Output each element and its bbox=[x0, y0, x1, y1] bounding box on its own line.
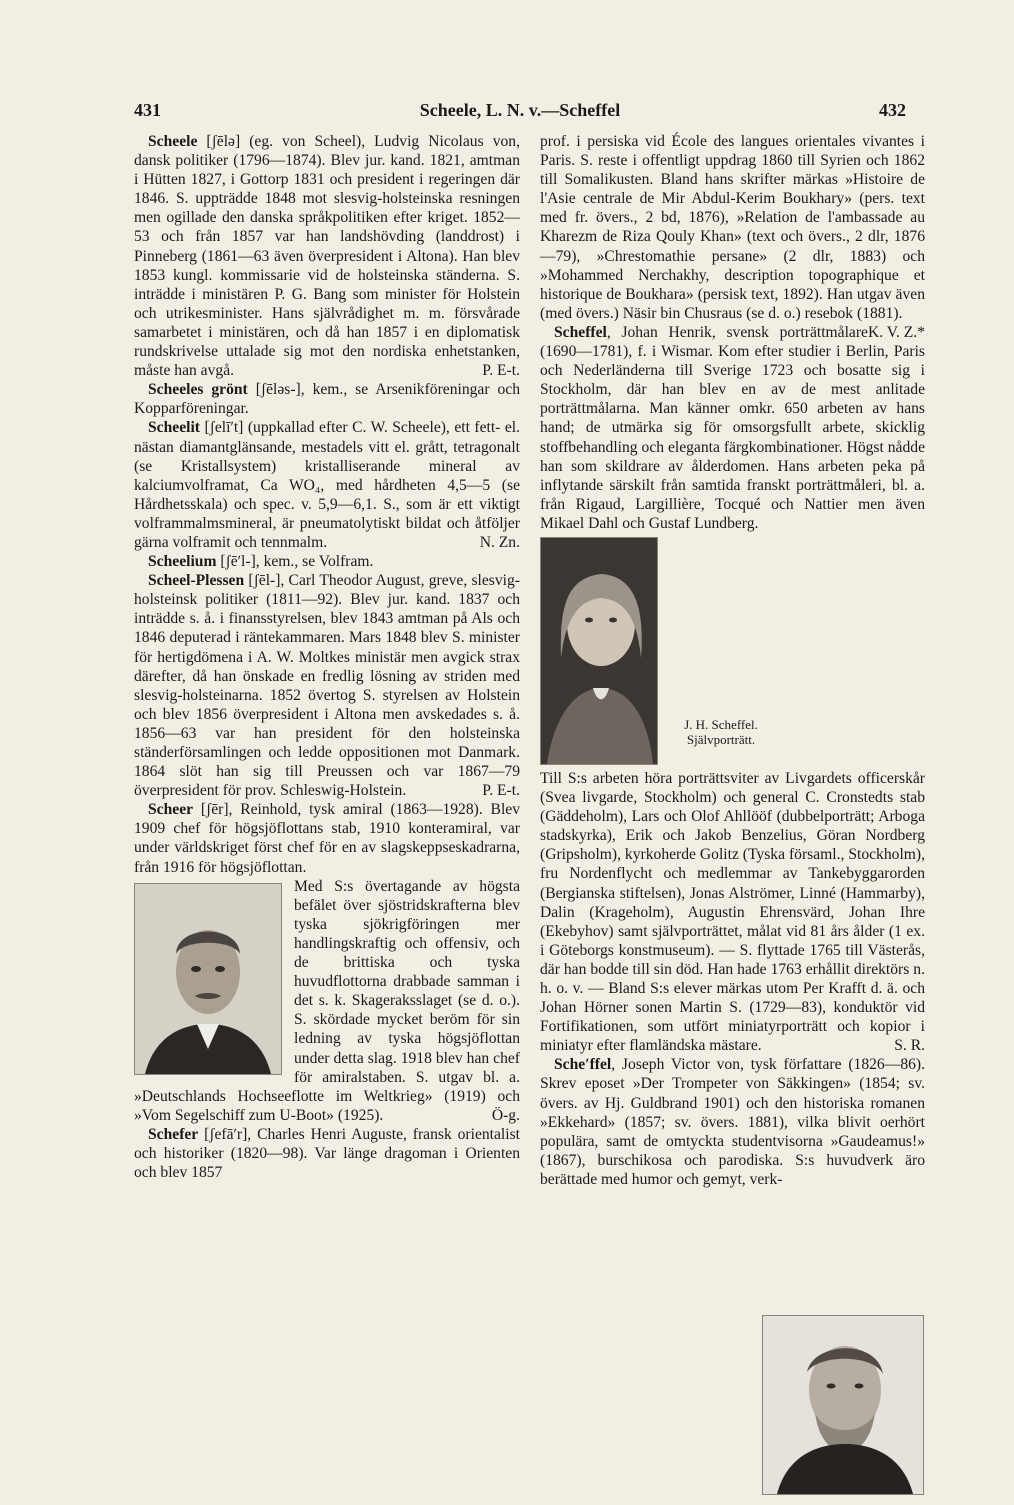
headword: Scheelium bbox=[148, 553, 217, 571]
signature: S. R. bbox=[894, 1037, 925, 1055]
portrait-scheffel-painting bbox=[540, 537, 658, 765]
entry-text: , Joseph Victor von, tysk författare (1826—86). Skrev eposet »Der Trompeter von Säkkingen» (1854; sv. övers. av Hj. Guldbrand 1901) och den historiska romanen »Ekkehard» (1857; sv. övers. 1881), vilka blivit oerhört populära, samt de omtyckta studentvisorna »Gaudeamus!» (1867), burschikosa och parodiska. S:s huvudverk äro berättade med humor och gemyt, verk- bbox=[540, 1056, 925, 1188]
entry-scheffel-jh bbox=[540, 323, 925, 533]
signature: K. V. Z.* bbox=[867, 323, 925, 341]
signature: Ö-g. bbox=[491, 1106, 520, 1124]
entry-scheelit bbox=[134, 418, 520, 552]
right-column bbox=[540, 132, 925, 1189]
headword: Scheelit bbox=[148, 419, 200, 437]
headword: Scheʹffel bbox=[554, 1056, 612, 1074]
page-number-left: 431 bbox=[134, 100, 161, 120]
entry-text: [ʃefāʹr], Charles Henri Auguste, fransk orientalist och historiker (1820—98). Var länge dragoman i Orienten och blev 1857 bbox=[134, 1125, 520, 1182]
page-number-right: 432 bbox=[879, 100, 906, 120]
entry-scheel-plessen bbox=[134, 571, 520, 800]
headword: Scheffel bbox=[554, 323, 607, 341]
signature: P. E-t. bbox=[482, 362, 520, 380]
headword: Scheer bbox=[148, 801, 194, 819]
entry-text: Till S:s arbeten höra porträttsviter av Livgardets officerskår (Svea livgarde, Stockholm) och general C. Cronstedts stab (Gäddeholm), Lars och Olof Ahllööf (dubbelporträtt; Arboga stadskyrka), Erik och Jakob Benzelius, Göran Nordberg (Gripsholm), kyrkoherde Golitz (Tyska församl., Stockholm), fru Nordenflycht och medlemmar av Tankebyggarorden (Bergianska stiftelsen), Jonas Alströmer, Linné (Hammarby), Dalin (Krageholm), Augustin Ehrensvärd, Johan Ihre (Ekebyhov) samt självporträttet, målat vid 81 års ålder (1 ex. i Göteborgs konstmuseum). — S. flyttade 1765 till Västerås, där han bodde till sin död. Han hade 1763 erhållit direktörs n. h. o. v. — Bland S:s elever märkas utom Per Krafft d. ä. och Johan Hörner sonen Martin S. (1729—83), konduktör vid Fortifikationen, som utfört miniatyrporträtt och kopior i miniatyr efter flamländska mästare. bbox=[540, 769, 925, 1055]
photo-caption: J. H. Scheffel. Självporträtt. bbox=[684, 716, 758, 747]
entry-text: [ʃēləs-], kem., se Arsenikföreningar och Kopparföreningar. bbox=[134, 381, 521, 418]
portrait-scheffel-jv-photo bbox=[762, 1315, 924, 1495]
headword: Schefer bbox=[148, 1125, 199, 1143]
page-header bbox=[134, 100, 906, 126]
entry-text: [ʃēlə] (eg. von Scheel), Ludvig Nicolaus von, dansk politiker (1796—1874). Blev jur. kand. 1821, amtman i Hütten 1827, i Gottorp 1831 och president i regeringen där 1846. S. uppträdde 1848 mot slesvig-holsteinska resningen men ogillade den danska språkpolitiken efter kriget. 1852—53 och från 1857 var han landshövding (landdrost) i Pinneberg (1861—63 även överpresident i Altona). Han blev 1853 kungl. kommissarie vid de holsteinska ständerna. S. inträdde i ministären P. G. Bang som minister för Holstein och utrikesminister. Hans självrådighet m. m. försvårade samarbetet i ministären, och då han 1857 i en diplomatisk rundskrivelse uttalade sig mot den nordiska enhetstanken, måste han avgå. bbox=[134, 133, 520, 380]
portrait-scheer-photo bbox=[134, 883, 282, 1075]
entry-scheelium bbox=[134, 552, 520, 571]
entry-text: [ʃēl-], Carl Theodor August, greve, slesvig-holsteinsk politiker (1811—92). Blev jur. kand. 1837 och inträdde s. å. i finansstyrelsen, blev 1843 amtman på Als och 1846 deputerad i räntekammaren. Mars 1848 blev S. minister för hertigdömena i A. W. Moltkes ministär men avgick strax därefter, då han önskade en fredlig lösning av striden med slesvig-holsteinarna. 1852 övertog S. styrelsen av Holstein och blev 1856 överpresident i Altona men avskedades s. å. 1856—63 var han president för den holsteinska ständerförsamlingen och ledde oppositionen mot Danmark. 1864 slöt han sig till Preussen och var 1867—79 överpresident för prov. Schleswig-Holstein. bbox=[134, 572, 520, 800]
running-title: Scheele, L. N. v.—Scheffel bbox=[419, 100, 621, 120]
entry-scheele bbox=[134, 132, 520, 380]
entry-text: Med S:s övertagande av högsta befälet över sjöstridskrafterna blev tyska sjökrigföringen mer handlingskraftig och offensiv, och de brittiska och tyska huvudflottorna drabbade samman i det s. k. Skageraksslaget (se d. o.). S. skördade mycket beröm för sin ledning av tyska högsjöflottan under detta slag. 1918 blev han chef för amiralstaben. S. utgav bl. a. »Deutschlands Hochseeflotte im Weltkrieg» (1919) och »Vom Segelschiff zum U-Boot» (1925). bbox=[134, 877, 520, 1124]
entry-scheffel-jh-continued bbox=[540, 769, 925, 1055]
entry-scheer bbox=[134, 800, 520, 876]
entry-schefer bbox=[134, 1125, 520, 1182]
entry-text: prof. i persiska vid École des langues orientales vivantes i Paris. S. reste i offentligt uppdrag 1860 till Syrien och 1862 till Somalikusten. Bland hans skrifter märkas »Histoire de l'Asie centrale de Mir Abdul-Kerim Boukhary» (pers. text med fr. övers., 2 bd, 1876), »Relation de l'ambassade au Kharezm de Riza Qouly Khan» (text och övers., 2 dlr, 1876—79), »Chrestomathie persane» (2 dlr, 1883) och »Mohammed Nerchakhy, description topographique et historique de Boukhara» (persisk text, 1892). Han utgav även (med övers.) Näsir bin Chusraus (se d. o.) resebok (1881). bbox=[540, 133, 925, 322]
headword: Scheeles grönt bbox=[148, 381, 248, 399]
scheffel-figure bbox=[540, 537, 925, 765]
entry-text: [ʃelīʹt] (uppkallad efter C. W. Scheele), ett fett- el. nästan diamantglänsande, mestadels vitt el. grått, tetragonalt (se Kristallsystem) kristalliserande mineral av kalciumvolframat, Ca WO₄, med hårdheten 4,5—5 (se Hårdhetsskala) och spec. v. 5,9—6,1. S., som är ett viktigt volframmalmsmineral, är pneumatolytiskt bildat och åtföljer gärna volframit och tennmalm. bbox=[134, 419, 520, 551]
signature: N. Zn. bbox=[479, 533, 520, 551]
headword: Scheel-Plessen bbox=[148, 572, 245, 590]
signature: P. E-t. bbox=[482, 782, 520, 800]
headword: Scheele bbox=[148, 133, 198, 150]
entry-text: [ʃēʹl-], kem., se Volfram. bbox=[220, 553, 374, 571]
left-column bbox=[134, 132, 520, 1182]
entry-scheeles-gront bbox=[134, 380, 520, 418]
entry-text: [ʃēr], Reinhold, tysk amiral (1863—1928). Blev 1909 chef för högsjöflottans stab, 1910 konteramiral, var under världskriget först chef för en av slagskeppseskadrarna, från 1916 för högsjöflottan. bbox=[134, 801, 520, 876]
entry-text: , Johan Henrik, svensk porträttmålare (1690—1781), f. i Wismar. Kom efter studier i Berlin, Paris och Nederländerna till Sverige 1723 och bosatte sig i Stockholm, där han blev en av de mest anlitade porträttmålarna. Man känner omkr. 650 arbeten av hans hand; de utmärka sig för omsorgsfullt arbete, skicklig stoffbehandling och eleganta färgkombinationer. Högst nådde han som skildrare av ålderdomen. Hans arbeten peka på inflytande särskilt från samtida franskt porträttmåleri, bl. a. från Rigaud, Largillière, Tocqué och Nattier men även Mikael Dahl och Gustaf Lundberg. bbox=[540, 323, 925, 532]
entry-scheffel-jv bbox=[540, 1055, 925, 1189]
